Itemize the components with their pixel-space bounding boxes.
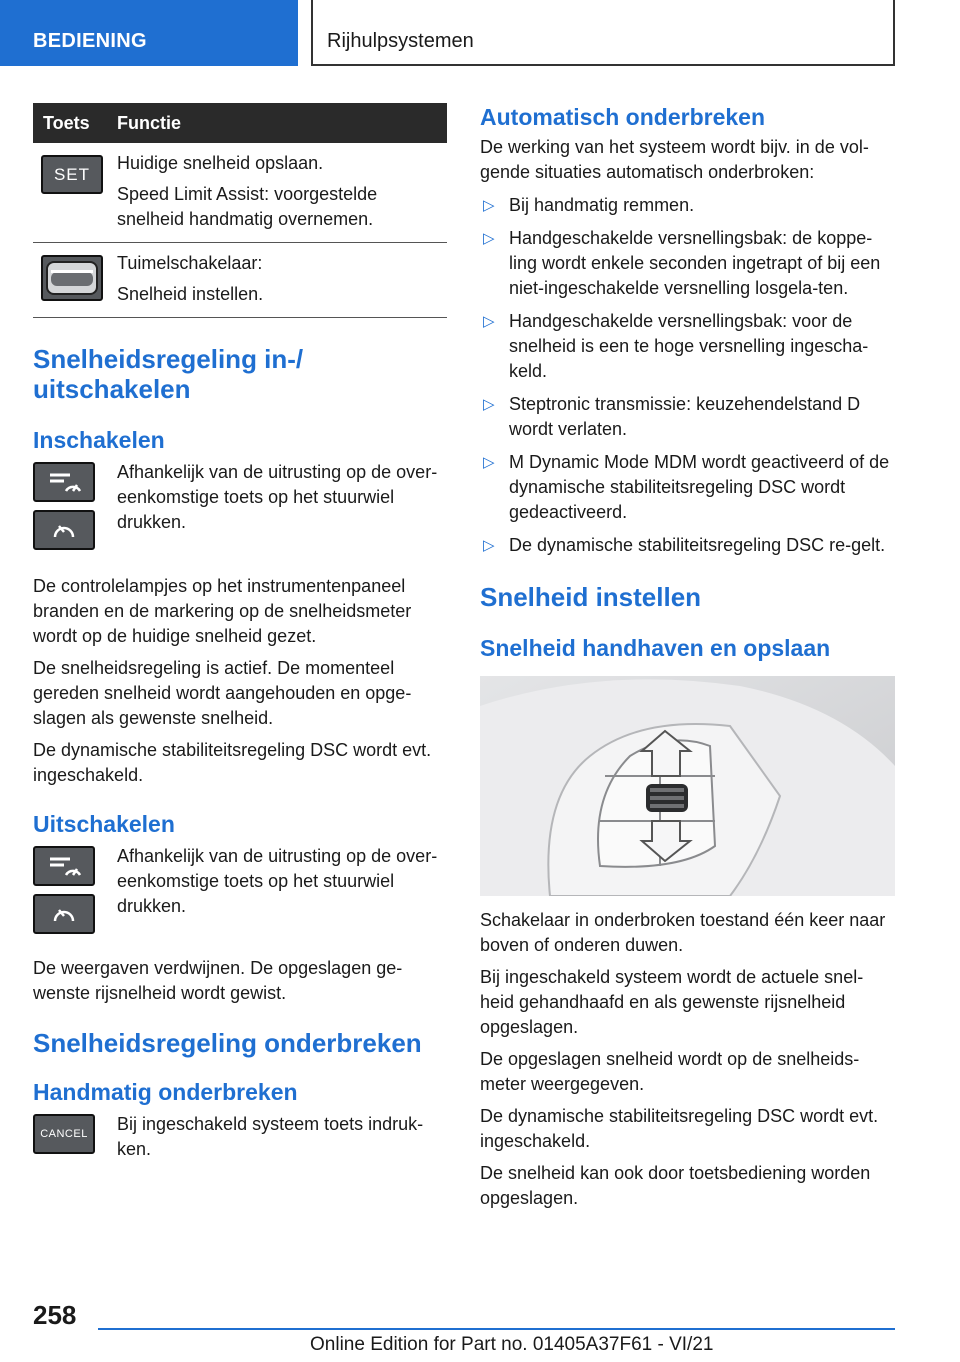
paragraph: De opgeslagen snelheid wordt op de snelheids-meter weergegeven. — [480, 1049, 860, 1094]
triangle-bullet-icon: ▷ — [483, 313, 495, 330]
list-item: ▷ Handgeschakelde versnellingsbak: de koppe-ling wordt enkele seconden ingetrapt of bij een niet-ingeschakelde versnelling losgela-ten. — [483, 228, 881, 298]
triangle-bullet-icon: ▷ — [483, 454, 495, 471]
switch-off-text: Afhankelijk van de uitrusting op de over-eenkomstige toets op het stuurwiel drukken. — [117, 846, 438, 916]
heading-on-off: Snelheidsregeling in-/ uitschakelen — [33, 344, 304, 404]
section-title: BEDIENING — [33, 30, 147, 52]
heading-keep-speed: Snelheid handhaven en opslaan — [480, 635, 831, 661]
switch-on-text: Afhankelijk van de uitrusting op de over-eenkomstige toets op het stuurwiel drukken. — [117, 462, 438, 532]
function-line: Tuimelschakelaar: — [117, 253, 263, 273]
table-row — [33, 143, 447, 243]
list-item: ▷ M Dynamic Mode MDM wordt geactiveerd of de dynamische stabiliteitsregeling DSC wordt gedeactiveerd. — [483, 452, 890, 522]
paragraph: De snelheidsregeling is actief. De momenteel gereden snelheid wordt aangehouden en opge-slagen als gewenste snelheid. — [33, 658, 412, 728]
cruise-control-small-icon — [33, 510, 95, 550]
left-column — [33, 103, 447, 1162]
list-item: ▷ De dynamische stabiliteitsregeling DSC re-gelt. — [480, 533, 895, 558]
paragraph: Bij ingeschakeld systeem wordt de actuele snel-heid gehandhaafd en als gewenste rijsnelheid opgeslagen. — [480, 967, 864, 1037]
paragraph: De snelheid kan ook door toetsbediening worden opgeslagen. — [480, 1163, 871, 1208]
auto-interrupt-list — [480, 193, 895, 558]
chapter-tab — [311, 0, 895, 66]
right-column — [480, 103, 895, 1211]
heading-switch-off: Uitschakelen — [33, 811, 175, 837]
switch-on-keys — [33, 462, 95, 550]
cancel-key-wrapper — [33, 1114, 95, 1154]
paragraph: Schakelaar in onderbroken toestand één keer naar boven of onderen duwen. — [480, 910, 886, 955]
heading-auto-interrupt: Automatisch onderbreken — [480, 104, 765, 130]
table-row — [33, 243, 447, 318]
cruise-control-small-icon — [33, 894, 95, 934]
steering-wheel-switch-photo — [480, 676, 895, 896]
manual-interrupt-text: Bij ingeschakeld systeem toets indruk-ken. — [117, 1114, 424, 1159]
chapter-title: Rijhulpsystemen — [327, 30, 474, 52]
triangle-bullet-icon: ▷ — [483, 230, 495, 247]
paragraph: De weergaven verdwijnen. De opgeslagen ge-wenste rijsnelheid wordt gewist. — [33, 958, 403, 1003]
function-line: Speed Limit Assist: voorgestelde snelheid handmatig overnemen. — [117, 184, 378, 229]
table-cell-function — [117, 143, 447, 243]
list-item: ▷ Bij handmatig remmen. — [480, 193, 895, 218]
table-cell-key — [33, 243, 117, 318]
switch-on-instruction — [33, 460, 447, 564]
cruise-control-icon — [33, 846, 95, 886]
triangle-bullet-icon: ▷ — [483, 537, 495, 554]
list-item: ▷ Handgeschakelde versnellingsbak: voor de snelheid is een te hoge versnelling ingescha-keld. — [483, 311, 869, 381]
table-header-key: Toets — [33, 103, 117, 143]
heading-interrupt: Snelheidsregeling onderbreken — [33, 1028, 422, 1058]
function-line: Huidige snelheid opslaan. — [117, 153, 324, 173]
paragraph: De dynamische stabiliteitsregeling DSC wordt evt. ingeschakeld. — [480, 1106, 879, 1151]
section-tab — [0, 0, 298, 66]
table-header-row — [33, 103, 447, 143]
list-item: ▷ Steptronic transmissie: keuzehendelstand D wordt verlaten. — [483, 394, 861, 439]
table-cell-key — [33, 143, 117, 243]
key-function-table — [33, 103, 447, 318]
footer-divider — [98, 1328, 895, 1330]
table-header-function: Functie — [117, 103, 447, 143]
page-header — [0, 0, 960, 66]
manual-interrupt-instruction — [33, 1112, 447, 1162]
triangle-bullet-icon: ▷ — [483, 197, 495, 214]
paragraph: De dynamische stabiliteitsregeling DSC wordt evt. ingeschakeld. — [33, 740, 432, 785]
cancel-key-icon: CANCEL — [33, 1114, 95, 1154]
heading-manual-interrupt: Handmatig onderbreken — [33, 1079, 298, 1105]
paragraph: De werking van het systeem wordt bijv. in de vol-gende situaties automatisch onderbroken: — [480, 137, 869, 182]
heading-switch-on: Inschakelen — [33, 427, 165, 453]
table-cell-function — [117, 243, 447, 318]
triangle-bullet-icon: ▷ — [483, 396, 495, 413]
heading-set-speed: Snelheid instellen — [480, 582, 702, 612]
switch-off-keys — [33, 846, 95, 934]
paragraph: De controlelampjes op het instrumentenpaneel branden en de markering op de snelheidsmeter wordt op de huidige snelheid gezet. — [33, 576, 412, 646]
cruise-control-icon — [33, 462, 95, 502]
set-key-icon: SET — [41, 155, 103, 194]
function-line: Snelheid instellen. — [117, 284, 264, 304]
switch-off-instruction — [33, 844, 447, 948]
page-number: 258 — [33, 1300, 77, 1330]
footer-edition: Online Edition for Part no. 01405A37F61 - VI/21 — [310, 1334, 714, 1355]
rocker-switch-icon — [41, 255, 103, 301]
